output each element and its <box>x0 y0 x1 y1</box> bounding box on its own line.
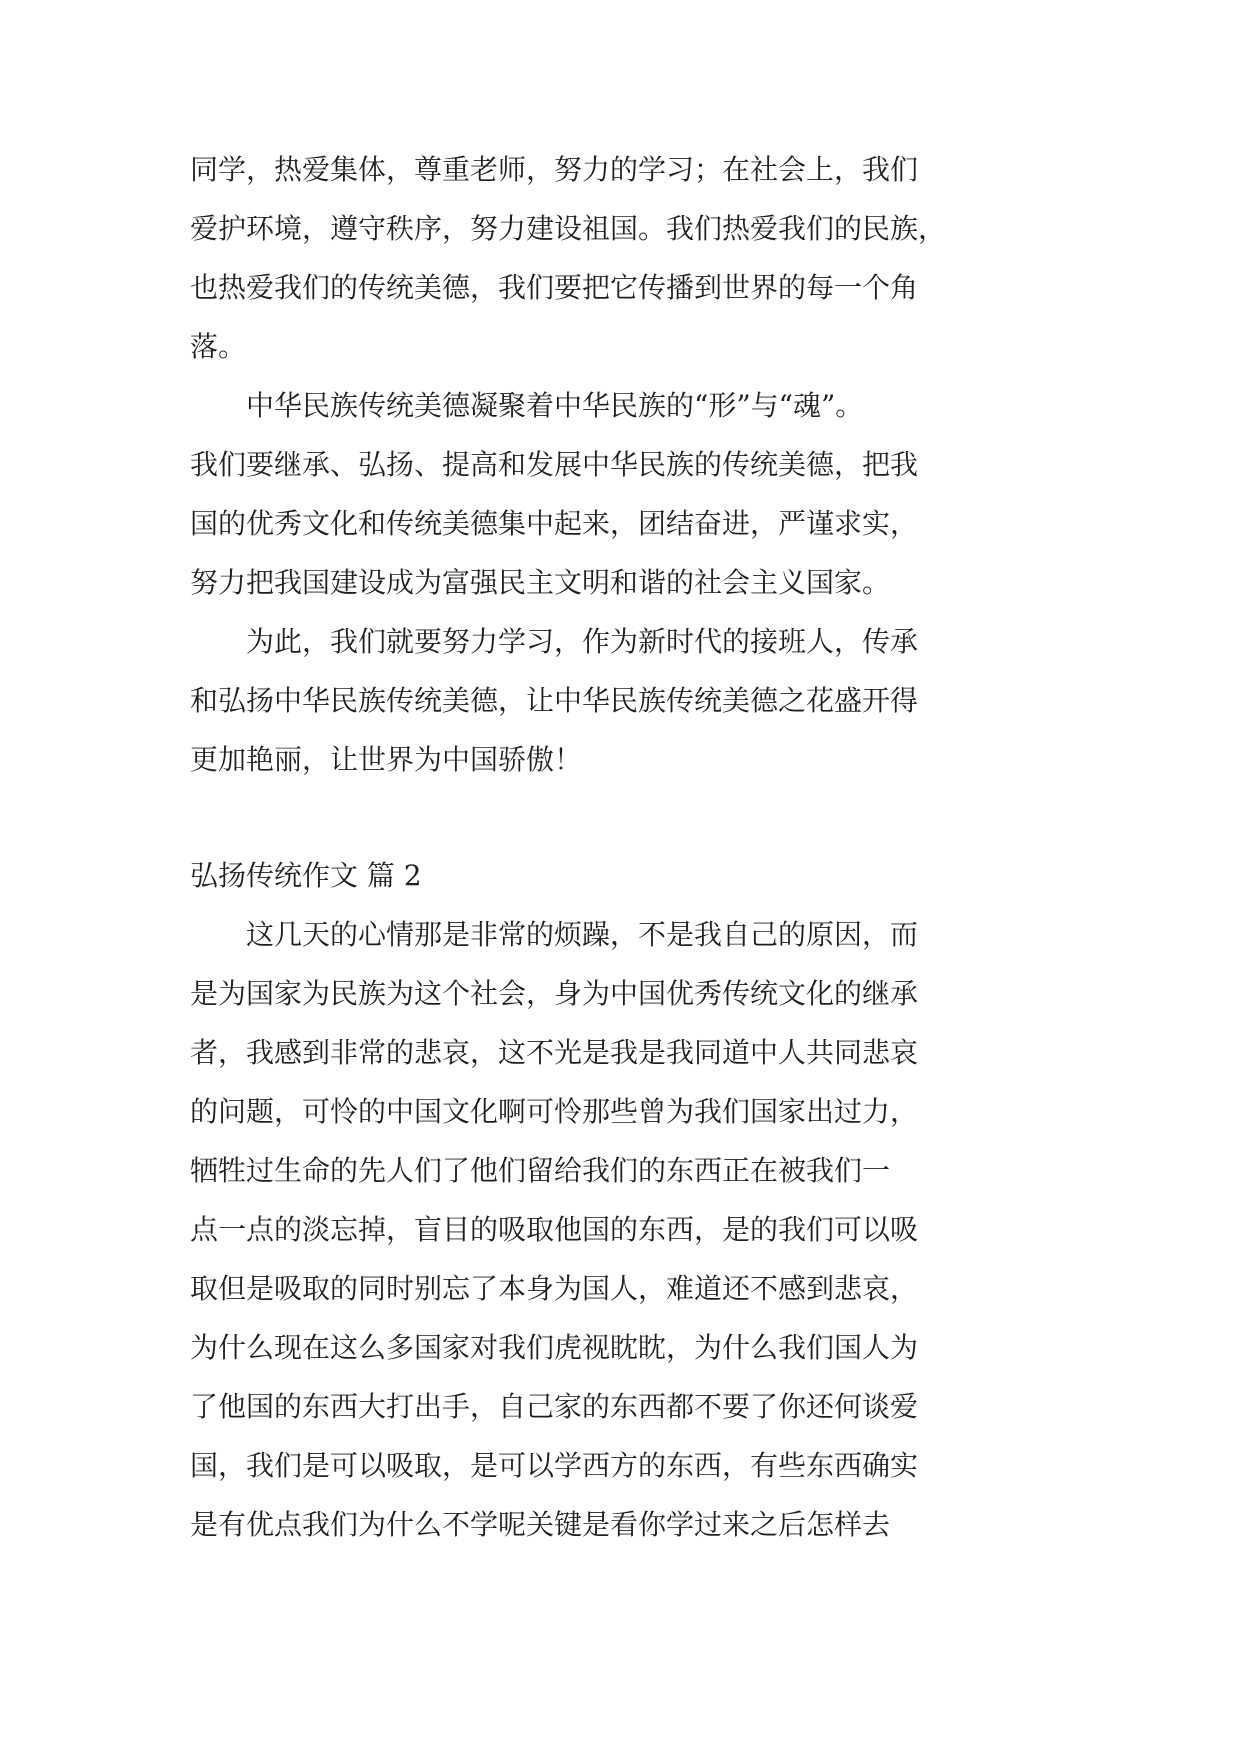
essay-line: 的问题，可怜的中国文化啊可怜那些曾为我们国家出过力， <box>190 1095 919 1128</box>
essay-line: 努力把我国建设成为富强民主文明和谐的社会主义国家。 <box>190 566 891 599</box>
essay-line: 取但是吸取的同时别忘了本身为国人，难道还不感到悲哀， <box>190 1272 919 1305</box>
essay-line: 是为国家为民族为这个社会，身为中国优秀传统文化的继承 <box>190 977 919 1010</box>
essay-line: 和弘扬中华民族传统美德，让中华民族传统美德之花盛开得 <box>190 684 919 717</box>
essay-line: 也热爱我们的传统美德，我们要把它传播到世界的每一个角 <box>190 271 919 304</box>
essay-line: 我们要继承、弘扬、提高和发展中华民族的传统美德，把我 <box>190 448 919 481</box>
essay-line: 国的优秀文化和传统美德集中起来，团结奋进，严谨求实， <box>190 507 919 540</box>
essay-line: 是有优点我们为什么不学呢关键是看你学过来之后怎样去 <box>190 1508 891 1541</box>
essay-line: 同学，热爱集体，尊重老师，努力的学习；在社会上，我们 <box>190 153 919 186</box>
essay-line: 者，我感到非常的悲哀，这不光是我是我同道中人共同悲哀 <box>190 1036 919 1069</box>
essay-line: 中华民族传统美德凝聚着中华民族的“形”与“魂”。 <box>190 389 864 422</box>
essay-line: 国，我们是可以吸取，是可以学西方的东西，有些东西确实 <box>190 1449 919 1482</box>
essay-line: 落。 <box>190 330 247 363</box>
essay-line: 为什么现在这么多国家对我们虎视眈眈，为什么我们国人为 <box>190 1331 919 1364</box>
essay-line: 了他国的东西大打出手，自己家的东西都不要了你还何谈爱 <box>190 1390 919 1423</box>
essay-line: 牺牲过生命的先人们了他们留给我们的东西正在被我们一 <box>190 1154 891 1187</box>
essay-line: 点一点的淡忘掉，盲目的吸取他国的东西，是的我们可以吸 <box>190 1213 919 1246</box>
essay-heading: 弘扬传统作文 篇 2 <box>190 859 422 892</box>
essay-line: 这几天的心情那是非常的烦躁，不是我自己的原因，而 <box>190 918 919 951</box>
essay-line: 爱护环境，遵守秩序，努力建设祖国。我们热爱我们的民族， <box>190 212 947 245</box>
essay-line: 为此，我们就要努力学习，作为新时代的接班人，传承 <box>190 625 919 658</box>
essay-line: 更加艳丽，让世界为中国骄傲！ <box>190 743 583 776</box>
